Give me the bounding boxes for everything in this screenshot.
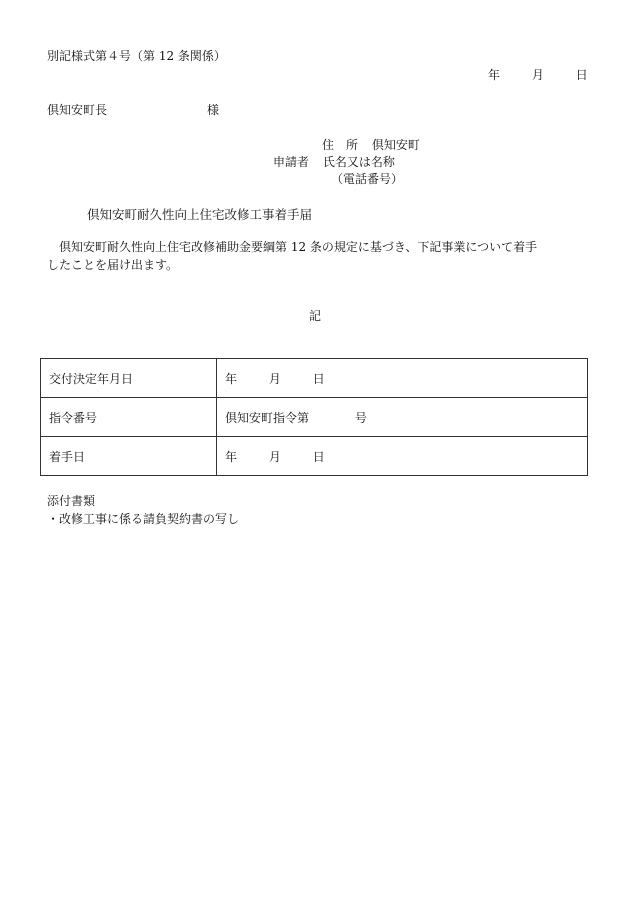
name-label: 氏名又は名称 [322, 155, 395, 169]
decision-date-label: 交付決定年月日 [41, 359, 217, 398]
body-line-2: したことを届け出ます。 [47, 258, 179, 272]
table-row [41, 359, 588, 398]
order-number-prefix: 倶知安町指令第 [225, 410, 310, 425]
phone-label: （電話番号） [331, 172, 404, 186]
details-table [40, 358, 588, 476]
form-number: 別記様式第４号（第 12 条関係） [47, 49, 226, 63]
date-year-label: 年 [488, 68, 501, 82]
day-label: 日 [312, 449, 325, 464]
addressee-honorific: 様 [207, 103, 220, 117]
addressee-name: 倶知安町長 [47, 103, 108, 117]
year-label: 年 [225, 449, 238, 464]
order-number-field[interactable] [217, 398, 588, 437]
body-line-1: 倶知安町耐久性向上住宅改修補助金要綱第 12 条の規定に基づき、下記事業について着手 [59, 240, 538, 254]
submission-date [488, 66, 588, 83]
document-title: 倶知安町耐久性向上住宅改修工事着手届 [87, 207, 313, 222]
start-date-field[interactable] [217, 437, 588, 476]
order-number-suffix: 号 [354, 410, 367, 425]
date-month-label: 月 [531, 68, 544, 82]
month-label: 月 [268, 449, 281, 464]
body-text [47, 238, 587, 274]
applicant-label: 申請者 [273, 155, 310, 169]
attachments-heading: 添付書類 [47, 494, 96, 508]
address-label: 住 所 [322, 138, 359, 152]
decision-date-field[interactable] [217, 359, 588, 398]
year-label: 年 [225, 371, 238, 386]
day-label: 日 [312, 371, 325, 386]
date-day-label: 日 [575, 68, 588, 82]
address-value: 倶知安町 [371, 138, 420, 152]
addressee [47, 101, 220, 118]
table-row [41, 437, 588, 476]
table-row [41, 398, 588, 437]
applicant-address-row [322, 136, 420, 153]
ki-heading: 記 [309, 309, 322, 323]
applicant-name-row [273, 153, 395, 170]
start-date-label: 着手日 [41, 437, 217, 476]
month-label: 月 [268, 371, 281, 386]
order-number-label: 指令番号 [41, 398, 217, 437]
attachment-item: ・改修工事に係る請負契約書の写し [47, 512, 240, 526]
